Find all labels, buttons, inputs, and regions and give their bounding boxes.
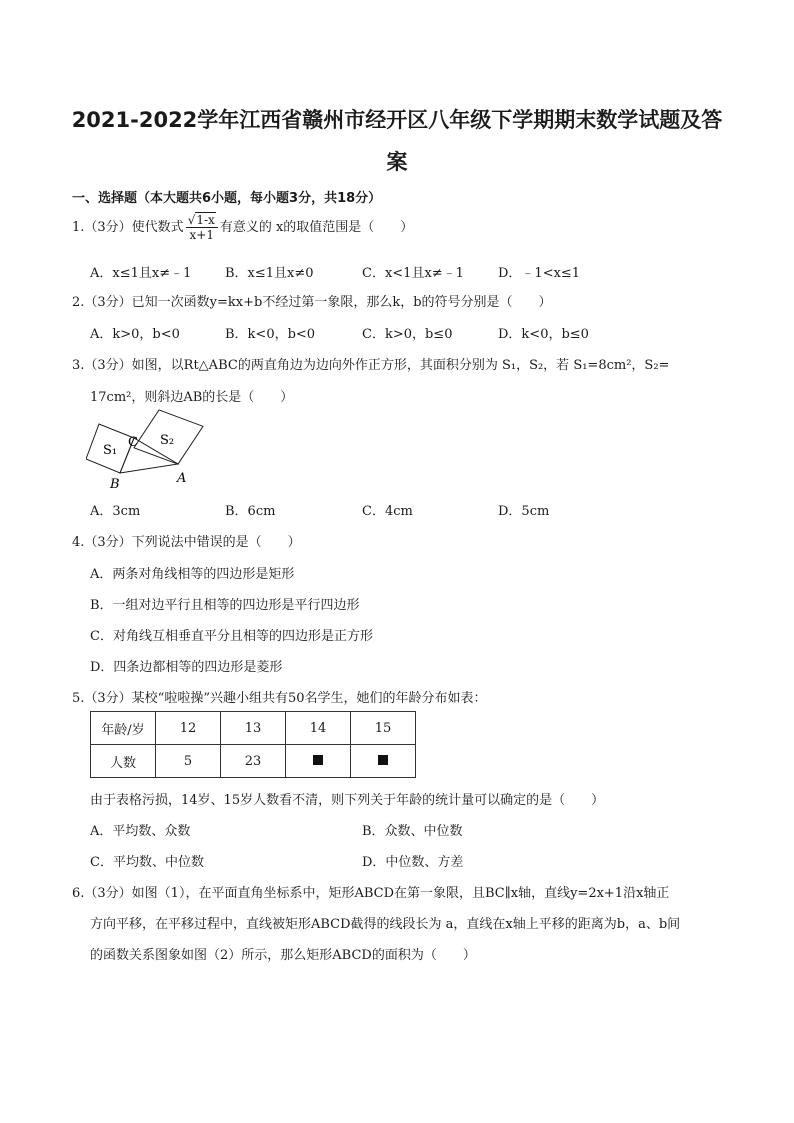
table-row [91, 712, 416, 745]
table-cell: 5 [156, 745, 221, 778]
q3-option-a: A．3cm [90, 504, 141, 519]
table-cell: 15 [351, 712, 416, 745]
question-3-stem-line1: 3.（3分）如图，以Rt△ABC的两直角边为边向外作正方形，其面积分别为 S₁，S₂，若 S₁=8cm²，S₂= [72, 358, 670, 373]
q1-frac-den: x+1 [189, 228, 214, 242]
q1-suffix: 有意义的 x的取值范围是（ ） [219, 220, 414, 235]
document-title-line1: 2021-2022学年江西省赣州市经开区八年级下学期期末数学试题及答 [71, 108, 723, 132]
label-s2: S₂ [160, 433, 175, 448]
q4-option-a: A．两条对角线相等的四边形是矩形 [90, 567, 295, 582]
q2-option-a: A．k>0，b<0 [90, 327, 180, 342]
table-cell [351, 745, 416, 778]
table-cell: 13 [221, 712, 286, 745]
question-6-line3: 的函数关系图象如图（2）所示，那么矩形ABCD的面积为（ ） [90, 948, 476, 963]
q1-frac-num: 1-x [196, 213, 215, 227]
table-row [91, 745, 416, 778]
q3-figure [86, 408, 216, 494]
q5-option-b: B．众数、中位数 [362, 824, 463, 839]
question-6-line2: 方向平移，在平移过程中，直线被矩形ABCD截得的线段长为 a，直线在x轴上平移的距离为b，a、b间 [90, 917, 681, 932]
question-3-stem-line2: 17cm²，则斜边AB的长是（ ） [90, 390, 294, 405]
q5-option-d: D．中位数、方差 [362, 855, 464, 870]
section-heading: 一、选择题（本大题共6小题，每小题3分，共18分） [72, 191, 382, 206]
q3-option-d: D．5cm [498, 504, 550, 519]
q5-option-a: A．平均数、众数 [90, 824, 191, 839]
smudged-square-icon [313, 755, 323, 765]
table-cell: 人数 [91, 745, 156, 778]
q1-option-b: B．x≤1且x≠0 [225, 266, 314, 281]
table-cell: 14 [286, 712, 351, 745]
label-s1: S₁ [103, 443, 118, 458]
q1-option-c: C．x<1且x≠﹣1 [362, 266, 464, 281]
question-5-stem: 5.（3分）某校“啦啦操”兴趣小组共有50名学生，她们的年龄分布如表： [72, 691, 487, 706]
table-cell [286, 745, 351, 778]
question-4-stem: 4.（3分）下列说法中错误的是（ ） [72, 535, 301, 550]
q5-option-c: C．平均数、中位数 [90, 855, 204, 870]
age-distribution-table [90, 711, 416, 778]
q4-option-c: C．对角线互相垂直平分且相等的四边形是正方形 [90, 629, 373, 644]
q2-option-c: C．k>0，b≤0 [362, 327, 453, 342]
q2-option-b: B．k<0，b<0 [225, 327, 316, 342]
sqrt-icon: √ [187, 213, 196, 227]
document-title-line2: 案 [386, 150, 408, 174]
q4-option-d: D．四条边都相等的四边形是菱形 [90, 660, 283, 675]
table-cell: 12 [156, 712, 221, 745]
question-1-stem [72, 213, 413, 242]
q5-note: 由于表格污损，14岁、15岁人数看不清，则下列关于年龄的统计量可以确定的是（ ） [90, 793, 605, 808]
q1-option-a: A．x≤1且x≠﹣1 [90, 266, 192, 281]
table-cell: 年龄/岁 [91, 712, 156, 745]
q4-option-b: B．一组对边平行且相等的四边形是平行四边形 [90, 598, 360, 613]
q2-option-d: D．k<0，b≤0 [498, 327, 589, 342]
label-c: C [128, 435, 138, 450]
q3-option-c: C．4cm [362, 504, 413, 519]
q1-prefix: 1.（3分）使代数式 [72, 220, 184, 235]
smudged-square-icon [378, 755, 388, 765]
label-b: B [110, 477, 120, 492]
q1-fraction [186, 213, 218, 242]
q3-option-b: B．6cm [225, 504, 276, 519]
question-2-stem: 2.（3分）已知一次函数y=kx+b不经过第一象限，那么k，b的符号分别是（ ） [72, 295, 552, 310]
table-cell: 23 [221, 745, 286, 778]
question-6-line1: 6.（3分）如图（1），在平面直角坐标系中，矩形ABCD在第一象限，且BC∥x轴，直线y=2x+1沿x轴正 [72, 886, 670, 901]
q1-option-d: D．﹣1<x≤1 [498, 266, 581, 281]
label-a: A [177, 471, 187, 486]
